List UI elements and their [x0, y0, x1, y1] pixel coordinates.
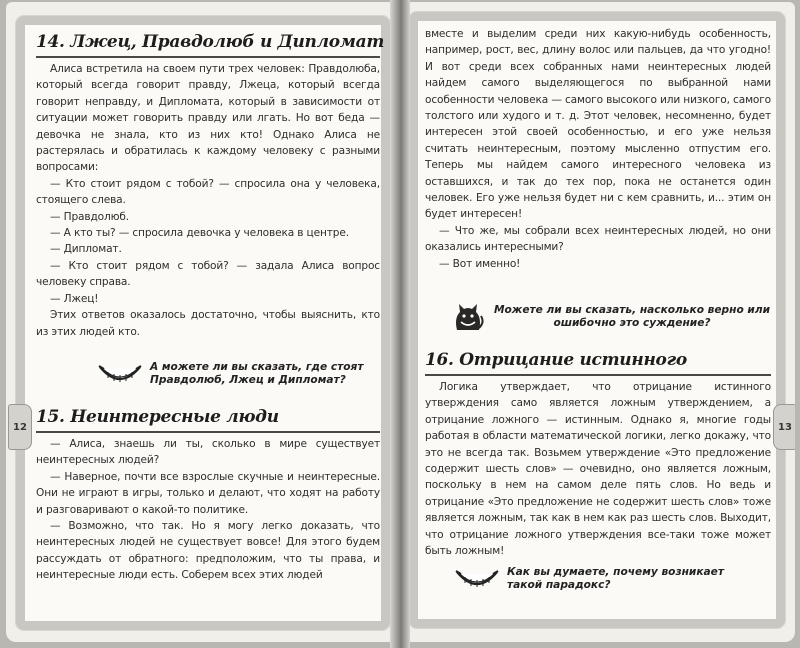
section-14-question [98, 361, 380, 387]
left-page [6, 2, 398, 642]
section-16-heading: 16. Отрицание истинного [425, 350, 687, 370]
paragraph: — Лжец! [50, 292, 99, 305]
page-number: 12 [8, 404, 32, 450]
cheshire-cat-smile-icon [98, 361, 142, 387]
page-number: 13 [773, 404, 795, 450]
paragraph: — Правдолюб. [50, 210, 129, 223]
section-15-heading: 15. Неинтересные люди [36, 407, 279, 427]
heading-underline [36, 431, 380, 433]
paragraph: Этих ответов оказалось достаточно, чтобы выяснить, кто из этих людей кто. [36, 309, 380, 338]
paragraph: — А кто ты? — спросила девочка у человека в центре. [50, 227, 349, 240]
question-text: А можете ли вы сказать, где стоят Правдолюб, Лжец и Дипломат? [150, 361, 364, 386]
section-16-question [455, 566, 755, 592]
paragraph: — Наверное, почти все взрослые скучные и неинтересные. Они не играют в игры, только и делают, что ходят на работу и разговаривают о какой-то политике. [36, 470, 380, 516]
paragraph: — Кто стоит рядом с тобой? — спросила она у человека, стоящего слева. [36, 177, 380, 207]
paragraph: Логика утверждает, что отрицание истинного утверждения само является ложным утверждением, а отрицание ложного — истинным. Однако я, многие годы работая в области математической логики, легко докажу, что это не всегда так. Возьмем утверждение «Это предложение содержит шесть слов» — очевидно, оно является ложным, поскольку в нем на самом деле пять слов. Но ведь и отрицание «Это предложение не содержит шесть слов» тоже является ложным, так как в нем как раз шесть слов. Выходит, что отрицание ложного утверждения все-таки тоже может быть ложным! [425, 381, 771, 558]
paragraph: вместе и выделим среди них какую-нибудь особенность, например, рост, вес, длину волос или пальцев, да что угодно! И вот среди всех собранных нами неинтересных людей найдем самого выделяющегося по выбранной нами особенности человека — самого высокого или низкого, самого толстого или худого и т. д. Этот человек, несомненно, будет интересен этой своей особенностью, и его уже нельзя считать неинтересным, поэтому мысленно отпустим его. Теперь мы найдем самого интересного человека из оставшихся, и так до тех пор, пока не останется один человек. Его уже нельзя будет ни с кем сравнить, и... этим он будет интересен! [425, 28, 771, 221]
section-15-text [36, 436, 380, 584]
paragraph: — Что же, мы собрали всех неинтересных людей, но они оказались интересными? [425, 224, 771, 254]
book-gutter [390, 0, 410, 648]
right-page [403, 2, 795, 642]
section-16-text [425, 379, 771, 559]
question-text: Как вы думаете, почему возникает такой парадокс? [507, 566, 725, 591]
paragraph: Алиса встретила на своем пути трех человек: Правдолюба, который всегда говорит правду, Лжеца, который всегда говорит неправду, и Дипломата, который в зависимости от ситуации может говорить правду или лгать. Но вот беда — девочка не знала, кто из них кто! Однако Алиса не растерялась и обратилась к каждому человеку с разными вопросами: [36, 63, 380, 174]
question-text: Можете ли вы сказать, насколько верно или ошибочно это суждение? [493, 304, 771, 329]
heading-underline [425, 374, 771, 376]
paragraph: — Возможно, что так. Но я могу легко доказать, что неинтересных людей не существует вовсе! Для этого будем рассуждать от обратного: предположим, что ты права, и неинтересные люди есть. Соберем всех этих людей [36, 520, 380, 582]
paragraph: — Вот именно! [439, 257, 521, 270]
cat-silhouette-icon [451, 300, 485, 334]
cheshire-cat-smile-icon [455, 566, 499, 592]
paragraph: — Дипломат. [50, 243, 122, 256]
section-14-text [36, 61, 380, 340]
heading-underline [36, 56, 380, 58]
paragraph: — Алиса, знаешь ли ты, сколько в мире существует неинтересных людей? [36, 438, 380, 467]
section-15-question [451, 300, 771, 334]
paragraph: — Кто стоит рядом с тобой? — задала Алиса вопрос человеку справа. [36, 259, 380, 289]
section-14-heading: 14. Лжец, Правдолюб и Дипломат [36, 32, 385, 52]
section-15-continued-text [425, 26, 771, 272]
